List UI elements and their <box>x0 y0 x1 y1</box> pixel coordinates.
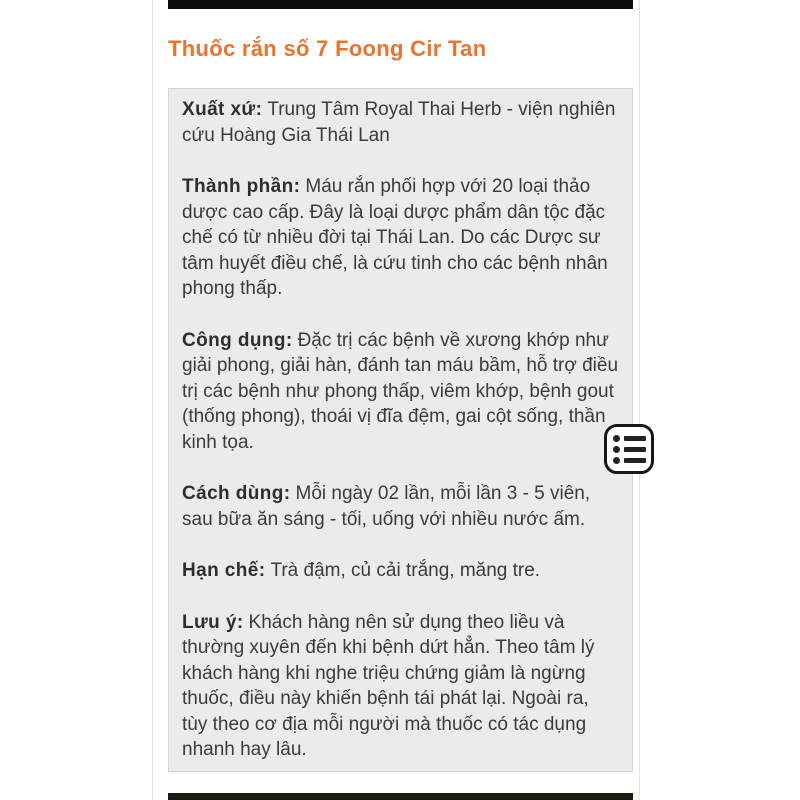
info-text: Đặc trị các bệnh về xương khớp như giải phong, giải hàn, đánh tan máu bầm, hỗ trợ điều trị các bệnh như phong thấp, viêm khớp, bệnh gout (thống phong), thoái vị đĩa đệm, gai cột sống, thần kinh tọa. <box>182 329 619 453</box>
info-label: Hạn chế: <box>182 560 266 581</box>
info-text: Máu rắn phối hợp với 20 loại thảo dược cao cấp. Đây là loại dược phẩm dân tộc đặc chế có từ nhiều đời tại Thái Lan. Do các Dược sư tâm huyết điều chế, là cứu tinh cho các bệnh nhân phong thấp. <box>182 176 608 299</box>
info-label: Lưu ý: <box>182 611 244 633</box>
info-section-restrictions <box>182 558 619 584</box>
info-section-ingredients <box>182 174 619 302</box>
info-section-uses <box>182 328 619 456</box>
info-section-notes <box>182 610 619 763</box>
info-label: Công dụng: <box>182 329 293 351</box>
info-label: Xuất xứ: <box>182 99 263 120</box>
info-label: Thành phần: <box>182 176 301 197</box>
product-info-box <box>168 88 633 772</box>
info-section-usage <box>182 481 619 532</box>
info-text: Trung Tâm Royal Thai Herb - viện nghiên cứu Hoàng Gia Thái Lan <box>182 99 616 146</box>
table-of-contents-button[interactable] <box>604 424 654 474</box>
bottom-cropped-image-edge <box>168 793 633 800</box>
info-section-origin <box>182 97 619 148</box>
info-text: Trà đậm, củ cải trắng, măng tre. <box>270 560 541 581</box>
info-text: Mỗi ngày 02 lần, mỗi lần 3 - 5 viên, sau bữa ăn sáng - tối, uống với nhiều nước ấm. <box>182 483 591 530</box>
info-text: Khách hàng nên sử dụng theo liều và thường xuyên đến khi bệnh dứt hẳn. Theo tâm lý khách hàng khi nghe triệu chứng giảm là ngừng thuốc, điều này khiến bệnh tái phát lại. Ngoài ra, tùy theo cơ địa mỗi người mà thuốc có tác dụng nhanh hay lâu. <box>182 611 595 760</box>
top-cropped-image-edge <box>168 0 633 9</box>
page-title: Thuốc rắn số 7 Foong Cir Tan <box>168 36 487 61</box>
list-icon <box>613 435 646 464</box>
app-content-column <box>152 0 640 800</box>
info-label: Cách dùng: <box>182 483 291 504</box>
